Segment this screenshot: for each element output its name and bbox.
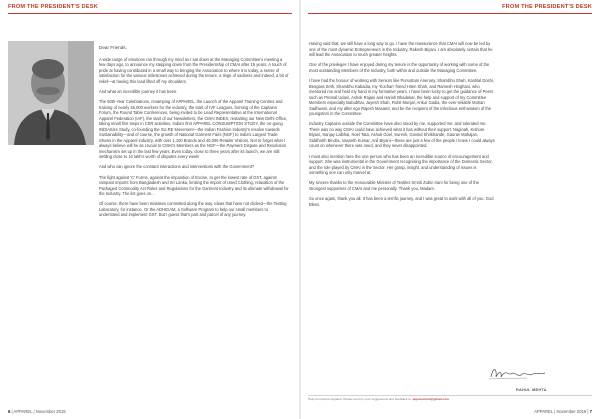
footer-note-rule [308,395,592,396]
feedback-note [308,397,449,401]
letter-paragraph: Having said that, we still have a long way to go. I have the reassurance that CMAI will now be led by one of the most dynamic Entrepreneurs in the Industry, Rakesh Biyani. I am absolutely certain that he will lead the Association to much greater heights. [309,41,493,57]
letter-paragraph: And what an incredible journey it has been. [99,88,178,94]
portrait-photo [8,41,94,145]
page-gutter [299,0,301,419]
feedback-email-link[interactable]: apparelcmai@gmail.com [412,397,449,401]
signature-graphic [487,365,547,381]
letter-paragraph: The 50th-Year Celebrations, revamping of APPAREL, the Launch of the Apparel Training Centres and training of nearly 45,000 workers for the industry, the start of IVF Leagues, forming of the Captains Forum, the Round Table Conferences, being invited to be Lead Representative at the International Apparel Federation (IAF), the start of our Newsletters, the CMAI INDEX, restarting our New Delhi Office, taking small first steps in CSR activities, India's first APPAREL CONSUMPTION STUDY, the on-going INDIASize Study, co-founding the SU.RE Movement—the Indian Fashion Industry's resolve towards Sustainability—and of course, the growth of National Garment Fairs (NGF) to India's Largest Trade Shows in the Apparel industry, with over 1,100 Brands and 40,000 Retailer Visitors. Not to forget what I always believe will be as crucial to CMAI's Members as the NGF—the Payment Dispute and Resolution mechanism set up in the last few years. Even today, close to three years after its launch, we are still settling close to 10 lakh's worth of disputes every week! [99,99,288,160]
right-page-folio [534,409,592,414]
letter-paragraph: Industry Captains outside the Committee have also stood by me, supported me, and tolerated me. There was no way CMAI could have achieved what it has without their support. Naginah, Kishore Biyani, Sanjay Lalbhai, Noel Tata, Ashok Goel, Suresh, Govind Shrikhande, Gaurav Mahajan, Siddharth Bindra, Vasanth Kumar, Anil Biyani—these are just a few of the people I knew I could always count on whenever there was need, and they never disappointed. [309,121,495,149]
letter-paragraph: And who can ignore the constant interactions and interventions with the Government? [99,164,255,170]
left-folio-text: | APPAREL | November 2019 [11,409,66,414]
letter-greeting: Dear Friends, [99,45,127,50]
letter-paragraph: I have had the honour of working with Seniors like Pursottam Anenary, Shambhu Shah, Kantilal Doshi, Bengara Seth, Shambhu Kabadia, my 'Kochan' friend Hiten Shah, and Ramesh Hinghani, who mentored me and held my hand in my formative years. I have been lucky to get the guidance of Peers such as Premal Udani, Ashok Rajani and Harish Bhadekar, the help and support of my Committee Members especially Babubhai, Jayesh Shah, Rohit Munjal, Ankur Gadia, the ever-reliable Mohan Sadhwani, and my after ego Rajesh Masand, and be the recipient of the infectious enthusiasm of the youngsters in the Committee. [309,78,494,117]
letter-paragraph: A wide range of emotions ran through my mind as I sat down at the Managing Committee's meeting a few days ago, to announce my stepping down from the Presidentship of CMAI after 15 years. A touch of pride at having contributed in a small way to bringing the Association to where it is today, a sense of satisfaction for the various milestones achieved during the tenure, a tinge of sadness and indeed, a bit of relief—at having this load lifted off my shoulders. [99,56,289,84]
right-folio-text: APPAREL | November 2019 | [534,409,589,414]
right-page-number: 7 [589,409,592,414]
letter-column-left [99,45,289,223]
left-page-number: 6 [8,409,11,414]
left-page-folio [8,409,66,414]
letter-column-right [309,41,495,212]
left-header-rule [8,13,292,14]
signature-name: RAHUL MEHTA [516,388,547,392]
right-page-section-title: FROM THE PRESIDENT'S DESK [502,4,592,10]
left-page-section-title: FROM THE PRESIDENT'S DESK [8,4,98,10]
right-header-rule [308,13,592,14]
feedback-note-text: Help us improve Apparel. Please send in your suggestions and feedback to: [308,397,412,401]
letter-paragraph: My sincere thanks to the Honourable Minister of Textiles Smriti Zubin Irani for being one of the strongest supporters of CMAI and me personally. Thank you, Madam. [309,180,479,191]
letter-paragraph: So once again, thank you all. It has been a terrific journey, and I was great to work with all of you. God Bless. [309,196,494,207]
letter-paragraph: I must also mention here the one person who has been an incredible source of encouragement and support. She was instrumental in the Government recognising the importance of the Domestic Sector, and the role played by CMAI in the Sector. Her grasp, insight, and understanding of issues is something one can only marvel at. [309,153,493,176]
portrait-illustration [8,41,94,145]
letter-paragraph: The fight against 'C' Forms, against the imposition of Excise, to get the lowest rate of GST, against rampant imports from Bangladesh and Sri Lanka, limiting the import of Used Clothing, relaxation of the Packaged Commodity Act Rules and Regulations for the Garment Industry and its ultimate withdrawal for the Industry. The list goes on... [99,174,289,197]
letter-paragraph: Of course, there have been mistakes committed along the way. Ideas that have not clicked—the Testing Laboratory, for instance. Or the ADHIGAM, a Software Program to help our small members to understand and implement GST. But I guess that's part and parcel of any journey. [99,201,287,218]
letter-paragraph: One of the privileges I have enjoyed during my tenure is the opportunity of working with some of the most outstanding Members of the Industry, both within and outside the Managing Committee. [309,62,490,73]
